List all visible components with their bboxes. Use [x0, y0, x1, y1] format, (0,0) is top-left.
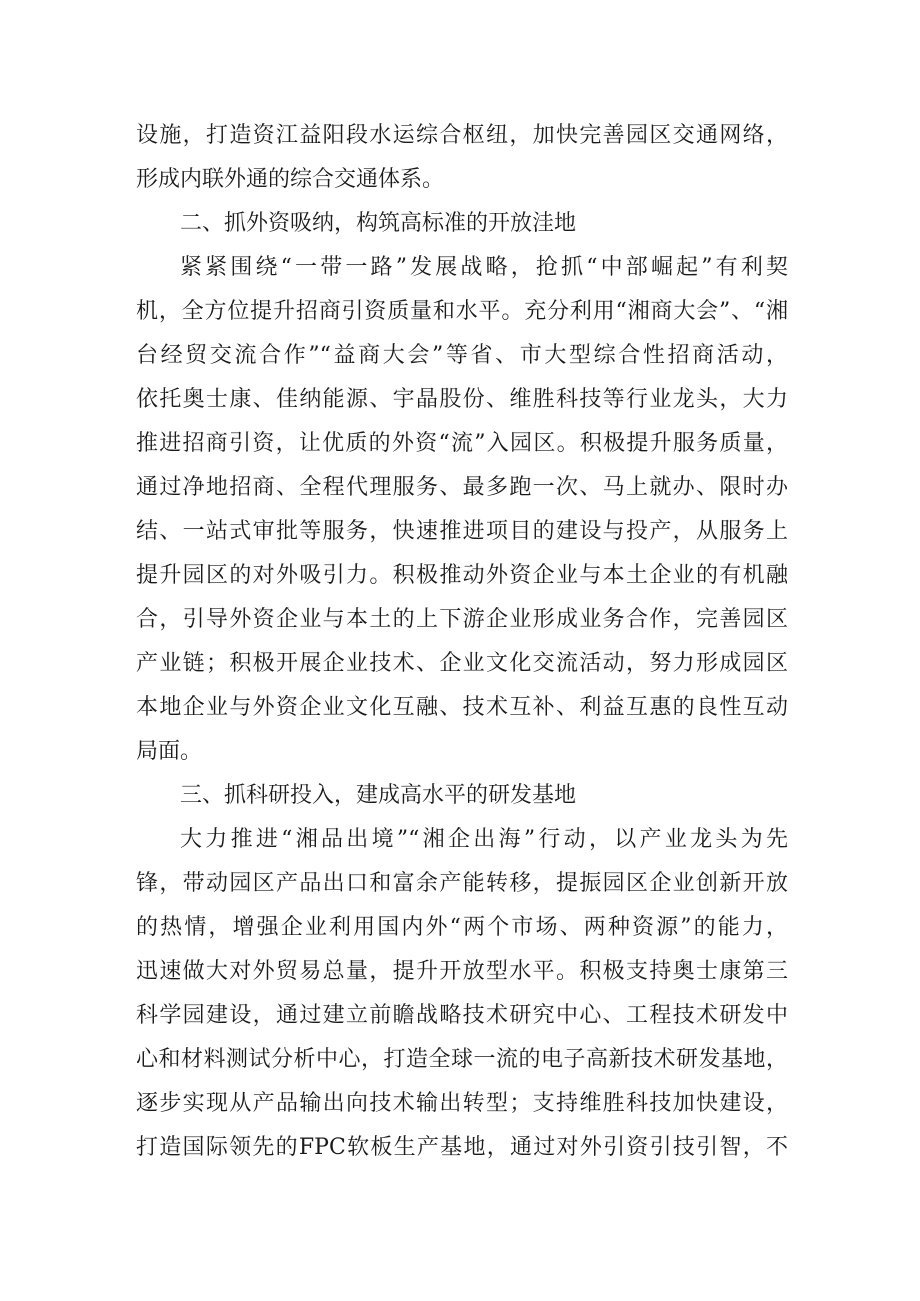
section-heading: 二、抓外资吸纳，构筑高标准的开放洼地: [180, 211, 577, 236]
paragraph-line: 通过净地招商、全程代理服务、最多跑一次、马上就办、限时办: [136, 475, 788, 500]
paragraph-line: 大力推进“湘品出境”“湘企出海”行动，以产业龙头为先: [180, 827, 788, 852]
paragraph-line: 本地企业与外资企业文化互融、技术互补、利益互惠的良性互动: [136, 695, 788, 720]
paragraph-line: 设施，打造资江益阳段水运综合枢纽，加快完善园区交通网络，: [136, 123, 788, 148]
paragraph-line: 局面。: [136, 739, 203, 764]
paragraph-line: 依托奥士康、佳纳能源、宇晶股份、维胜科技等行业龙头，大力: [136, 387, 788, 412]
paragraph-line: 推进招商引资，让优质的外资“流”入园区。积极提升服务质量，: [136, 431, 788, 456]
paragraph-line: 形成内联外通的综合交通体系。: [136, 167, 445, 192]
paragraph-line: 心和材料测试分析中心，打造全球一流的电子高新技术研发基地，: [136, 1047, 788, 1072]
paragraph-line: 机，全方位提升招商引资质量和水平。充分利用“湘商大会”、“湘: [136, 299, 788, 324]
paragraph-line: 紧紧围绕“一带一路”发展战略，抢抓“中部崛起”有利契: [180, 255, 788, 280]
section-heading: 三、抓科研投入，建成高水平的研发基地: [180, 783, 577, 808]
paragraph-line: 的热情，增强企业利用国内外“两个市场、两种资源”的能力，: [136, 915, 788, 940]
paragraph-line: 打造国际领先的FPC软板生产基地，通过对外引资引技引智，不: [136, 1135, 788, 1160]
paragraph-line: 合，引导外资企业与本土的上下游企业形成业务合作，完善园区: [136, 607, 788, 632]
paragraph-line: 逐步实现从产品输出向技术输出转型；支持维胜科技加快建设，: [136, 1091, 788, 1116]
paragraph-line: 科学园建设，通过建立前瞻战略技术研究中心、工程技术研发中: [136, 1003, 788, 1028]
paragraph-line: 台经贸交流合作”“益商大会”等省、市大型综合性招商活动，: [136, 343, 788, 368]
paragraph-line: 产业链；积极开展企业技术、企业文化交流活动，努力形成园区: [136, 651, 788, 676]
paragraph-line: 提升园区的对外吸引力。积极推动外资企业与本土企业的有机融: [136, 563, 788, 588]
paragraph-line: 迅速做大对外贸易总量，提升开放型水平。积极支持奥士康第三: [136, 959, 788, 984]
paragraph-line: 结、一站式审批等服务，快速推进项目的建设与投产，从服务上: [136, 519, 788, 544]
paragraph-line: 锋，带动园区产品出口和富余产能转移，提振园区企业创新开放: [136, 871, 788, 896]
